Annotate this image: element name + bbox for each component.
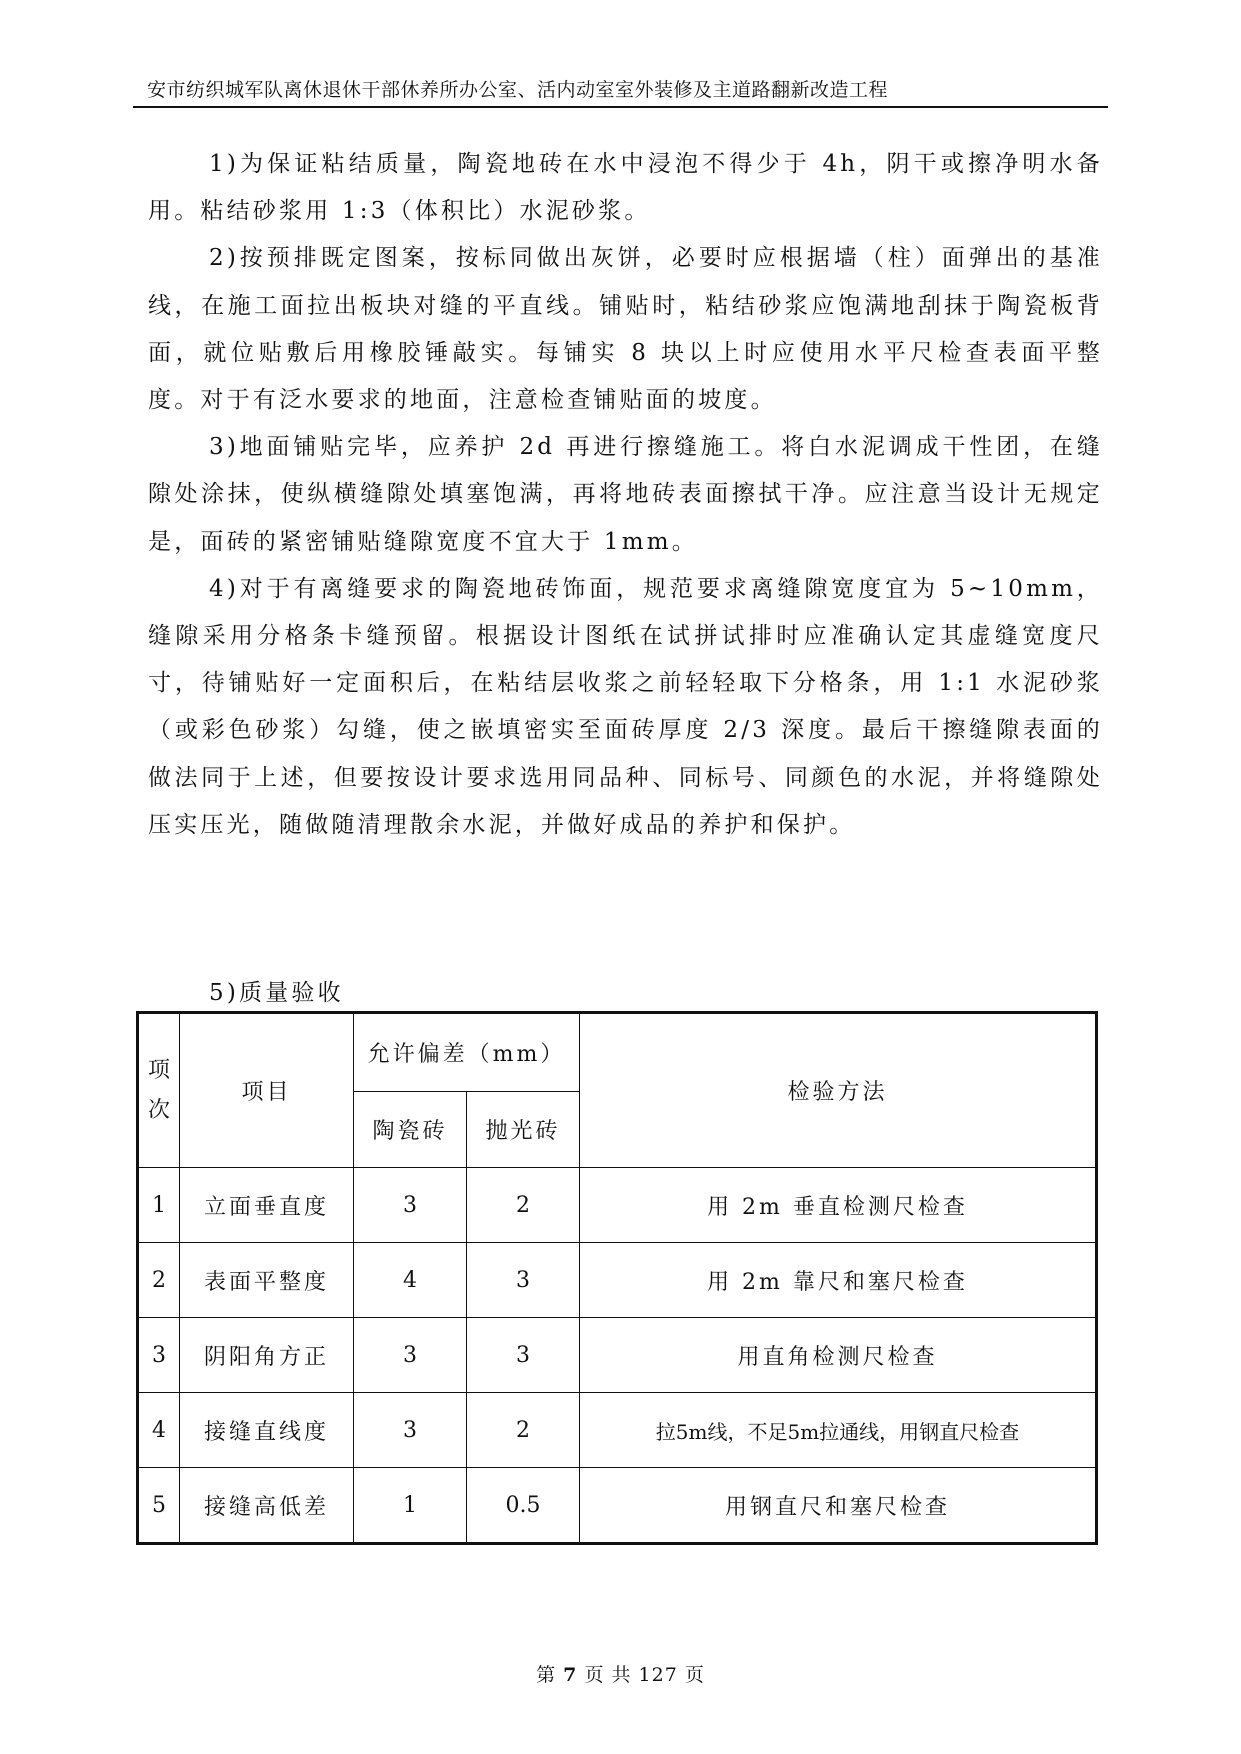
header-index [138, 1013, 180, 1168]
row-item: 阴阳角方正 [180, 1318, 354, 1393]
row-polished: 2 [467, 1393, 580, 1468]
table-row [138, 1468, 1097, 1544]
quality-acceptance-table [136, 1011, 1098, 1545]
row-ceramic: 3 [354, 1168, 467, 1243]
row-method: 拉5m线，不足5m拉通线，用钢直尺检查 [580, 1393, 1097, 1468]
row-item: 接缝直线度 [180, 1393, 354, 1468]
header-ceramic: 陶瓷砖 [354, 1092, 467, 1168]
row-ceramic: 3 [354, 1393, 467, 1468]
header-polished: 抛光砖 [467, 1092, 580, 1168]
footer-suffix: 页 [684, 1664, 705, 1686]
body-text [148, 141, 1103, 849]
row-item: 表面平整度 [180, 1243, 354, 1318]
header-index-text: 项次 [148, 1057, 171, 1123]
row-no: 1 [138, 1168, 180, 1243]
row-polished: 3 [467, 1243, 580, 1318]
row-method: 用直角检测尺检查 [580, 1318, 1097, 1393]
table-row [138, 1243, 1097, 1318]
row-ceramic: 3 [354, 1318, 467, 1393]
table-row [138, 1318, 1097, 1393]
row-ceramic: 1 [354, 1468, 467, 1544]
footer-total-pages: 127 [638, 1664, 678, 1686]
footer-page-number: 7 [563, 1664, 578, 1686]
page-header [133, 72, 1108, 108]
row-polished: 3 [467, 1318, 580, 1393]
table-row [138, 1393, 1097, 1468]
row-ceramic: 4 [354, 1243, 467, 1318]
footer-prefix: 第 [536, 1664, 557, 1686]
row-no: 5 [138, 1468, 180, 1544]
row-item: 立面垂直度 [180, 1168, 354, 1243]
header-title: 安市纺织城军队离休退休干部休养所办公室、活内动室室外装修及主道路翻新改造工程 [147, 79, 889, 101]
row-no: 4 [138, 1393, 180, 1468]
table-row [138, 1168, 1097, 1243]
table-header-row [138, 1013, 1097, 1092]
row-polished: 2 [467, 1168, 580, 1243]
header-item: 项目 [180, 1013, 354, 1168]
paragraph-2: 2)按预排既定图案，按标同做出灰饼，必要时应根据墙（柱）面弹出的基准线，在施工面拉出板块对缝的平直线。铺贴时，粘结砂浆应饱满地刮抹于陶瓷板背面，就位贴敷后用橡胶锤敲实。每铺实 8 块以上时应使用水平尺检查表面平整度。对于有泛水要求的地面，注意检查铺贴面的坡度。 [148, 245, 1103, 414]
paragraph-3: 3)地面铺贴完毕，应养护 2d 再进行擦缝施工。将白水泥调成干性团，在缝隙处涂抹，使纵横缝隙处填塞饱满，再将地砖表面擦拭干净。应注意当设计无规定是，面砖的紧密铺贴缝隙宽度不宜大于 1mm。 [148, 434, 1103, 555]
row-method: 用 2m 垂直检测尺检查 [580, 1168, 1097, 1243]
row-item: 接缝高低差 [180, 1468, 354, 1544]
paragraph-4: 4)对于有离缝要求的陶瓷地砖饰面，规范要求离缝隙宽度宜为 5~10mm，缝隙采用分格条卡缝预留。根据设计图纸在试拼试排时应准确认定其虚缝宽度尺寸，待铺贴好一定面积后，在粘结层收浆之前轻轻取下分格条，用 1:1 水泥砂浆（或彩色砂浆）勾缝，使之嵌填密实至面砖厚度 2/3 深度。最后干擦缝隙表面的做法同于上述，但要按设计要求选用同品种、同标号、同颜色的水泥，并将缝隙处压实压光，随做随清理散余水泥，并做好成品的养护和保护。 [148, 575, 1103, 838]
footer-middle: 页 共 [584, 1664, 632, 1686]
row-method: 用 2m 靠尺和塞尺检查 [580, 1243, 1097, 1318]
row-no: 2 [138, 1243, 180, 1318]
header-method: 检验方法 [580, 1013, 1097, 1168]
paragraph-1: 1)为保证粘结质量，陶瓷地砖在水中浸泡不得少于 4h，阴干或擦净明水备用。粘结砂浆用 1:3（体积比）水泥砂浆。 [148, 151, 1103, 225]
page-footer [0, 1660, 1241, 1687]
row-polished: 0.5 [467, 1468, 580, 1544]
row-method: 用钢直尺和塞尺检查 [580, 1468, 1097, 1544]
header-tolerance: 允许偏差（mm） [354, 1013, 580, 1092]
row-no: 3 [138, 1318, 180, 1393]
section-title: 5)质量验收 [209, 980, 344, 1006]
